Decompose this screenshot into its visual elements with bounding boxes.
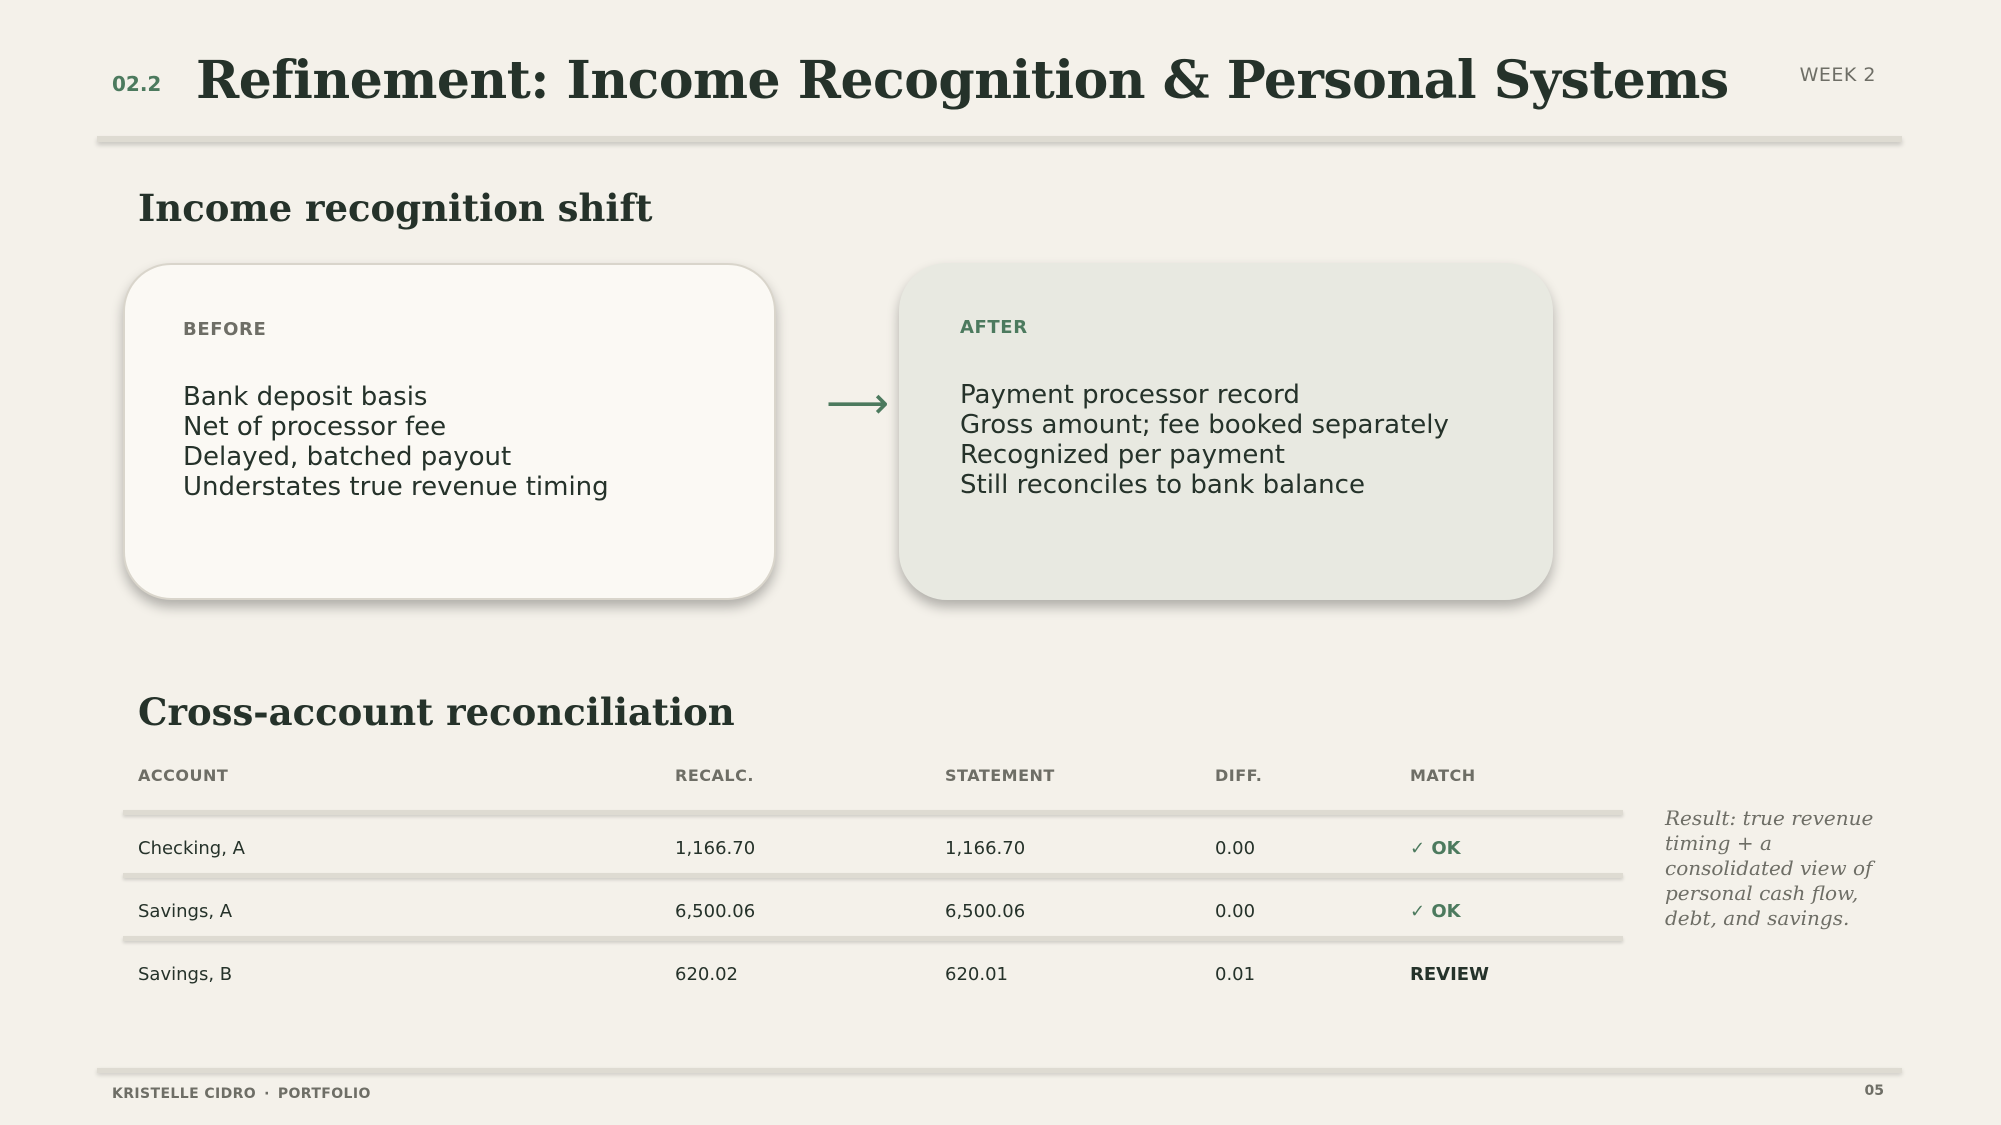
after-line: Payment processor record — [960, 380, 1300, 410]
before-line: Understates true revenue timing — [183, 472, 609, 502]
before-list — [183, 382, 609, 502]
footer-credit — [112, 1086, 371, 1102]
column-header-statement: STATEMENT — [945, 766, 1055, 785]
after-line: Recognized per payment — [960, 440, 1285, 470]
row-divider — [123, 810, 1623, 815]
cell-statement: 1,166.70 — [945, 838, 1026, 859]
column-header-match: MATCH — [1410, 766, 1476, 785]
before-line: Delayed, batched payout — [183, 442, 512, 472]
cell-recalc: 620.02 — [675, 964, 738, 985]
cell-account: Savings, B — [138, 964, 233, 985]
footer-label: PORTFOLIO — [277, 1086, 371, 1102]
footer-separator: · — [264, 1086, 270, 1102]
cell-match-status: ✓ OK — [1410, 838, 1461, 859]
cell-account: Savings, A — [138, 901, 233, 922]
cell-diff: 0.00 — [1215, 901, 1256, 922]
before-line: Net of processor fee — [183, 412, 447, 442]
table-header-row — [123, 762, 1623, 810]
cell-diff: 0.01 — [1215, 964, 1256, 985]
cell-match-status: ✓ OK — [1410, 901, 1461, 922]
footer-author: KRISTELLE CIDRO — [112, 1086, 257, 1102]
before-card — [123, 263, 776, 600]
footer-divider — [97, 1068, 1902, 1073]
result-note: Result: true revenue timing + a consolidated view of personal cash flow, debt, and savings. — [1665, 806, 1874, 930]
cell-diff: 0.00 — [1215, 838, 1256, 859]
column-header-diff: DIFF. — [1215, 766, 1263, 785]
page-title: Refinement: Income Recognition & Personal Systems — [196, 50, 1729, 111]
cell-recalc: 6,500.06 — [675, 901, 756, 922]
cell-recalc: 1,166.70 — [675, 838, 756, 859]
right-arrow-icon: ⟶ — [826, 378, 890, 429]
after-line: Gross amount; fee booked separately — [960, 410, 1449, 440]
table-row — [123, 810, 1623, 873]
after-label: AFTER — [960, 317, 1028, 338]
income-heading: Income recognition shift — [138, 186, 653, 230]
before-line: Bank deposit basis — [183, 382, 428, 412]
after-card — [899, 263, 1553, 600]
cell-statement: 6,500.06 — [945, 901, 1026, 922]
row-divider — [123, 936, 1623, 941]
cell-match-status: REVIEW — [1410, 964, 1489, 985]
week-label: WEEK 2 — [1799, 64, 1876, 86]
reconciliation-table — [123, 762, 1623, 999]
reconciliation-heading: Cross-account reconciliation — [138, 690, 735, 734]
after-list — [960, 380, 1449, 500]
row-divider — [123, 873, 1623, 878]
header-divider — [97, 136, 1902, 142]
before-label: BEFORE — [183, 319, 267, 340]
cell-account: Checking, A — [138, 838, 245, 859]
column-header-account: ACCOUNT — [138, 766, 229, 785]
table-row — [123, 936, 1623, 999]
cell-statement: 620.01 — [945, 964, 1008, 985]
column-header-recalc: RECALC. — [675, 766, 754, 785]
after-line: Still reconciles to bank balance — [960, 470, 1365, 500]
page-number: 05 — [1864, 1083, 1884, 1099]
section-number: 02.2 — [112, 72, 162, 96]
table-row — [123, 873, 1623, 936]
